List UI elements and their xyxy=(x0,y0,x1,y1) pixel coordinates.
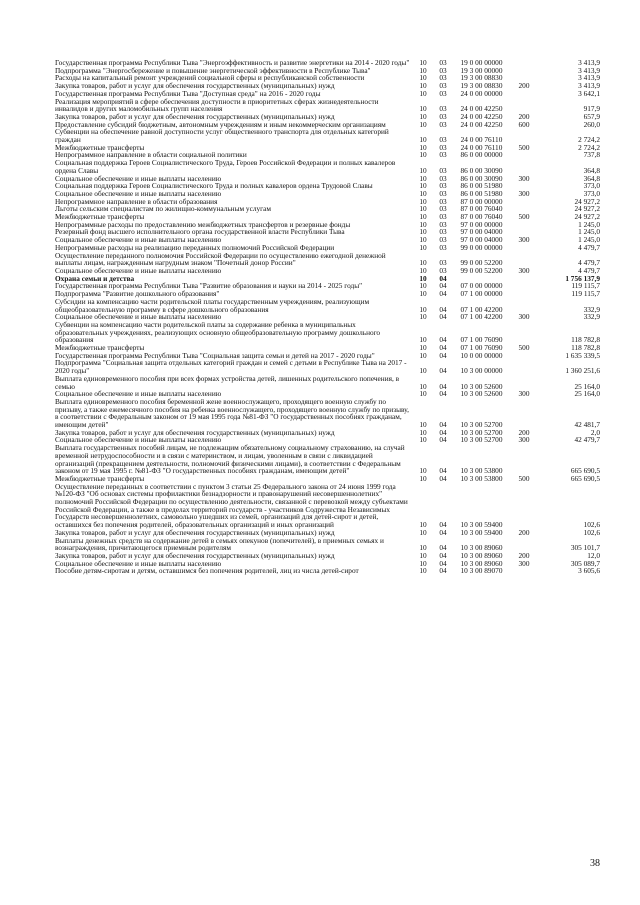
row-target-article: 86 0 00 30090 xyxy=(460,165,503,175)
row-target-article: 10 3 00 89070 xyxy=(460,566,503,576)
row-target-article: 97 0 00 00000 xyxy=(460,219,503,229)
row-amount: 4 479,7 xyxy=(578,258,600,268)
table-row xyxy=(55,267,600,275)
row-target-article: 07 1 00 76090 xyxy=(460,343,503,353)
row-name: Государственная программа Республики Тыва "Энергоэффективность и развитие энергетики на 2014 - 2020 годы" xyxy=(55,58,410,67)
row-section: 10 xyxy=(419,219,427,229)
row-amount: 305 101,7 xyxy=(570,543,600,553)
row-amount: 24 927,2 xyxy=(574,196,600,206)
row-section: 10 xyxy=(419,435,427,445)
row-amount: 332,9 xyxy=(583,304,600,314)
row-name: Социальное обеспечение и иные выплаты населению xyxy=(55,173,222,183)
row-section: 10 xyxy=(419,466,427,476)
row-expense-type xyxy=(509,59,539,67)
row-section: 10 xyxy=(419,81,427,91)
row-name: Выплата государственных пособий лицам, не подлежащим обязательному социальному страхованию, на случай временной нетрудоспособности и в связи с материнством, и лицам, уволенным в связи с ликвидацией организаций (прекращением деятельности, полномочий физическими лицами), в соответствии с Федеральным законом от 19 мая 1995 г. №81-ФЗ "О государственных пособиях гражданам, имеющим детей" xyxy=(55,443,405,476)
table-row xyxy=(55,567,600,575)
row-target-article: 19 3 00 00000 xyxy=(460,65,503,75)
row-amount: 3 642,1 xyxy=(578,88,600,98)
row-amount: 118 782,8 xyxy=(571,335,600,345)
row-section: 10 xyxy=(419,366,427,376)
row-target-article: 10 3 00 52700 xyxy=(460,435,503,445)
row-expense-type: 300 xyxy=(518,188,530,198)
row-subsection: 04 xyxy=(439,427,447,437)
row-expense-type: 300 xyxy=(518,435,530,445)
row-subsection: 03 xyxy=(439,196,447,206)
row-subsection: 04 xyxy=(439,566,447,576)
row-section: 10 xyxy=(419,258,427,268)
row-subsection: 03 xyxy=(439,188,447,198)
row-target-article: 87 0 00 76040 xyxy=(460,212,503,222)
row-name: Социальное обеспечение и иные выплаты населению xyxy=(55,435,222,445)
row-subsection: 04 xyxy=(439,558,447,568)
row-amount: 24 927,2 xyxy=(574,204,600,214)
row-name: Предоставление субсидий бюджетным, автономным учреждениям и иным некоммерческим организациям xyxy=(55,119,386,129)
row-expense-type xyxy=(509,90,539,98)
row-subsection: 04 xyxy=(439,389,447,399)
row-section: 10 xyxy=(419,104,427,114)
row-expense-type xyxy=(509,128,539,143)
row-amount: 1 245,0 xyxy=(578,219,600,229)
row-target-article: 10 3 00 89060 xyxy=(460,551,503,560)
row-target-article: 07 1 00 76090 xyxy=(460,335,503,345)
row-name: Непрограммное направление в области образования xyxy=(55,196,218,206)
row-expense-type: 300 xyxy=(518,173,530,183)
row-target-article: 86 0 00 00000 xyxy=(460,150,503,160)
row-name: Социальная поддержка Героев Социалистического Труда и полных кавалеров ордена Трудовой Славы xyxy=(55,181,373,191)
row-name: Закупка товаров, работ и услуг для обеспечения государственных (муниципальных) нужд xyxy=(55,427,335,437)
table-row xyxy=(55,359,600,374)
row-amount: 1 360 251,6 xyxy=(565,366,600,376)
row-subsection: 04 xyxy=(439,543,447,553)
row-target-article: 99 0 00 52200 xyxy=(460,258,503,268)
row-subsection: 03 xyxy=(439,150,447,160)
table-row xyxy=(55,298,600,313)
budget-document xyxy=(55,59,600,575)
row-section: 10 xyxy=(419,135,427,145)
row-subsection: 03 xyxy=(439,111,447,121)
row-section: 10 xyxy=(419,335,427,345)
row-subsection: 03 xyxy=(439,135,447,145)
row-target-article: 86 0 00 30090 xyxy=(460,173,503,183)
row-subsection: 03 xyxy=(439,142,447,152)
row-name: Закупка товаров, работ и услуг для обеспечения государственных (муниципальных) нужд xyxy=(55,111,335,121)
row-target-article: 19 3 00 08830 xyxy=(460,81,503,91)
row-section: 10 xyxy=(419,58,427,67)
row-target-article: 10 3 00 53800 xyxy=(460,466,503,476)
row-expense-type xyxy=(509,282,539,290)
row-name: Реализация мероприятий в сфере обеспечения доступности в приоритетных сферах жизнедеятельности инвалидов и других маломобильных групп населения xyxy=(55,96,379,114)
row-expense-type xyxy=(509,537,539,552)
row-section: 10 xyxy=(419,427,427,437)
row-amount: 305 089,7 xyxy=(570,558,600,568)
row-name: Непрограммные расходы на реализацию переданных полномочий Российской Федерации xyxy=(55,242,335,252)
row-expense-type: 200 xyxy=(518,527,530,537)
row-amount: 42 479,7 xyxy=(574,435,600,445)
row-subsection: 04 xyxy=(439,273,447,283)
row-name: Межбюджетные трансферты xyxy=(55,142,145,152)
row-amount: 3 413,9 xyxy=(578,58,600,67)
row-section: 10 xyxy=(419,73,427,83)
row-amount: 1 756 137,9 xyxy=(565,273,600,283)
row-amount: 118 782,8 xyxy=(571,343,600,353)
row-target-article: 99 0 00 00000 xyxy=(460,242,503,252)
row-target-article: 24 0 00 00000 xyxy=(460,88,503,98)
row-section: 10 xyxy=(419,304,427,314)
row-target-article: 10 0 00 00000 xyxy=(460,350,503,360)
row-section: 10 xyxy=(419,173,427,183)
row-amount: 260,0 xyxy=(583,119,600,129)
row-expense-type: 300 xyxy=(518,265,530,275)
row-amount: 3 413,9 xyxy=(578,81,600,91)
row-section: 10 xyxy=(419,281,427,291)
row-amount: 102,6 xyxy=(583,520,600,530)
row-section: 10 xyxy=(419,312,427,322)
row-target-article: 87 0 00 76040 xyxy=(460,204,503,214)
page-number: 38 xyxy=(590,858,600,869)
row-expense-type: 200 xyxy=(518,111,530,121)
row-amount: 3 413,9 xyxy=(578,73,600,83)
row-name: Осуществление переданного полномочия Российской Федерации по осуществлению ежегодной денежной выплаты лицам, награжденным нагрудным знаком "Почетный донор России" xyxy=(55,250,386,268)
row-name: Межбюджетные трансферты xyxy=(55,473,145,483)
row-section: 10 xyxy=(419,119,427,129)
row-section: 10 xyxy=(419,227,427,237)
row-target-article: 10 3 00 52700 xyxy=(460,427,503,437)
row-name: Льготы сельским специалистам по жилищно-коммунальным услугам xyxy=(55,204,271,214)
row-subsection: 04 xyxy=(439,381,447,391)
row-subsection: 03 xyxy=(439,119,447,129)
row-target-article: 24 0 00 76110 xyxy=(460,142,503,152)
row-section: 10 xyxy=(419,181,427,191)
row-section: 10 xyxy=(419,520,427,530)
row-expense-type xyxy=(509,352,539,360)
row-amount: 332,9 xyxy=(583,312,600,322)
table-row xyxy=(55,321,600,344)
row-amount: 373,0 xyxy=(583,188,600,198)
row-expense-type xyxy=(509,244,539,252)
row-target-article: 10 3 00 52600 xyxy=(460,389,503,399)
row-subsection: 04 xyxy=(439,281,447,291)
row-expense-type: 500 xyxy=(518,473,530,483)
row-subsection: 04 xyxy=(439,520,447,530)
row-expense-type: 300 xyxy=(518,558,530,568)
row-subsection: 03 xyxy=(439,81,447,91)
row-name: Расходы на капитальный ремонт учреждений социальной сферы и республиканской собственности xyxy=(55,73,365,83)
row-name: Закупка товаров, работ и услуг для обеспечения государственных (муниципальных) нужд xyxy=(55,551,335,560)
row-section: 10 xyxy=(419,566,427,576)
row-target-article: 07 1 00 42200 xyxy=(460,312,503,322)
row-subsection: 04 xyxy=(439,527,447,537)
row-section: 10 xyxy=(419,196,427,206)
row-section: 10 xyxy=(419,381,427,391)
row-section: 10 xyxy=(419,473,427,483)
row-subsection: 03 xyxy=(439,227,447,237)
row-target-article: 07 1 00 00000 xyxy=(460,289,503,299)
row-name: Социальное обеспечение и иные выплаты населению xyxy=(55,188,222,198)
row-expense-type xyxy=(509,275,539,283)
row-amount: 25 164,0 xyxy=(574,389,600,399)
row-name: Подпрограмма "Развитие дошкольного образования" xyxy=(55,289,220,299)
row-name: Закупка товаров, работ и услуг для обеспечения государственных (муниципальных) нужд xyxy=(55,527,335,537)
row-target-article: 10 3 00 89060 xyxy=(460,558,503,568)
row-amount: 1 635 339,5 xyxy=(565,350,600,360)
row-section: 10 xyxy=(419,204,427,214)
row-name: Государственная программа Республики Тыва "Социальная защита семьи и детей на 2017 - 2020 годы" xyxy=(55,350,375,360)
row-amount: 119 115,7 xyxy=(571,289,600,299)
row-section: 10 xyxy=(419,242,427,252)
row-expense-type xyxy=(509,359,539,374)
row-amount: 364,8 xyxy=(583,165,600,175)
row-amount: 657,9 xyxy=(583,111,600,121)
row-target-article: 87 0 00 00000 xyxy=(460,196,503,206)
row-target-article: 07 0 00 00000 xyxy=(460,281,503,291)
row-amount: 2,0 xyxy=(590,427,600,437)
row-section: 10 xyxy=(419,265,427,275)
row-name: Выплаты денежных средств на содержание детей в семьях опекунов (попечителей), в приемных семьях и вознаграждения, причитающегося приемным родителям xyxy=(55,535,384,553)
row-amount: 24 927,2 xyxy=(574,212,600,222)
row-subsection: 03 xyxy=(439,58,447,67)
row-target-article: 24 0 00 42250 xyxy=(460,111,503,121)
row-subsection: 03 xyxy=(439,104,447,114)
row-section: 10 xyxy=(419,165,427,175)
row-amount: 102,6 xyxy=(583,527,600,537)
row-section: 10 xyxy=(419,111,427,121)
row-section: 10 xyxy=(419,420,427,430)
row-section: 10 xyxy=(419,558,427,568)
row-name: Осуществление переданных в соответствии с пунктом 3 статьи 25 Федерального закона от 24 июня 1999 года №120-ФЗ "Об основах системы профилактики безнадзорности и правонарушений несовершеннолетних" полномочий Российской Федерации по осуществлению деятельности, связанной с перевозкой между субъектами Российской Федерации, а также в пределах территорий государств - участников Содружества Независимых Государств несовершеннолетних, самовольно ушедших из семей, организаций для детей-сирот и детей, оставшихся без попечения родителей, образовательных организаций и иных организаций xyxy=(55,481,408,530)
table-row xyxy=(55,375,600,390)
row-section: 10 xyxy=(419,273,427,283)
row-name: Межбюджетные трансферты xyxy=(55,212,145,222)
row-amount: 1 245,0 xyxy=(578,227,600,237)
row-subsection: 04 xyxy=(439,473,447,483)
row-amount: 12,0 xyxy=(587,551,600,560)
row-expense-type xyxy=(509,398,539,429)
row-expense-type: 300 xyxy=(518,312,530,322)
row-amount: 25 164,0 xyxy=(574,381,600,391)
table-row xyxy=(55,537,600,552)
row-section: 10 xyxy=(419,88,427,98)
row-subsection: 04 xyxy=(439,551,447,560)
row-name: Непрограммное направление в области социальной политики xyxy=(55,150,247,160)
row-name: Субсидии на компенсацию части родительской платы государственным учреждениям, реализующим общеобразовательную программу в сфере дошкольного образования xyxy=(55,296,370,314)
row-subsection: 03 xyxy=(439,265,447,275)
row-expense-type xyxy=(509,321,539,344)
row-expense-type xyxy=(509,67,539,75)
row-target-article: 10 3 00 59400 xyxy=(460,527,503,537)
row-name: Социальное обеспечение и иные выплаты населению xyxy=(55,389,222,399)
row-expense-type: 500 xyxy=(518,343,530,353)
row-name: Социальная поддержка Героев Социалистического Труда, Героев Российской Федерации и полных кавалеров ордена Славы xyxy=(55,158,396,175)
row-section: 10 xyxy=(419,235,427,245)
row-expense-type: 300 xyxy=(518,235,530,245)
row-target-article: 19 0 00 00000 xyxy=(460,58,503,67)
row-target-article: 99 0 00 52200 xyxy=(460,265,503,275)
row-expense-type: 300 xyxy=(518,389,530,399)
row-target-article: 19 3 00 08830 xyxy=(460,73,503,83)
row-subsection: 03 xyxy=(439,258,447,268)
row-section: 10 xyxy=(419,212,427,222)
row-name: Пособие детям-сиротам и детям, оставшимся без попечения родителей, лиц из числа детей-сирот xyxy=(55,566,359,576)
row-subsection: 03 xyxy=(439,204,447,214)
row-expense-type xyxy=(509,298,539,313)
row-section: 10 xyxy=(419,289,427,299)
row-section: 10 xyxy=(419,350,427,360)
table-row xyxy=(55,444,600,475)
row-subsection: 04 xyxy=(439,350,447,360)
row-section: 10 xyxy=(419,343,427,353)
row-amount: 3 413,9 xyxy=(578,65,600,75)
row-name: Государственная программа Республики Тыва "Доступная среда" на 2016 - 2020 годы xyxy=(55,88,321,98)
row-section: 10 xyxy=(419,551,427,560)
row-subsection: 04 xyxy=(439,343,447,353)
row-name: Социальное обеспечение и иные выплаты населению xyxy=(55,235,222,245)
table-row xyxy=(55,483,600,529)
row-amount: 119 115,7 xyxy=(571,281,600,291)
row-amount: 2 724,2 xyxy=(578,142,600,152)
row-amount: 3 605,6 xyxy=(578,566,600,576)
row-target-article: 10 3 00 59400 xyxy=(460,520,503,530)
row-name: Резервный фонд высшего исполнительного органа государственной власти Республики Тыва xyxy=(55,227,345,237)
row-target-article: 97 0 00 04000 xyxy=(460,235,503,245)
row-section: 10 xyxy=(419,389,427,399)
row-section: 10 xyxy=(419,543,427,553)
row-subsection: 03 xyxy=(439,219,447,229)
row-amount: 737,8 xyxy=(583,150,600,160)
table-row xyxy=(55,128,600,143)
row-expense-type: 200 xyxy=(518,81,530,91)
row-subsection: 03 xyxy=(439,73,447,83)
row-section: 10 xyxy=(419,527,427,537)
row-subsection: 03 xyxy=(439,88,447,98)
row-expense-type: 200 xyxy=(518,427,530,437)
row-section: 10 xyxy=(419,142,427,152)
row-subsection: 04 xyxy=(439,366,447,376)
row-subsection: 04 xyxy=(439,335,447,345)
row-target-article: 10 3 00 52700 xyxy=(460,420,503,430)
row-subsection: 03 xyxy=(439,212,447,222)
row-target-article: 10 3 00 89060 xyxy=(460,543,503,553)
row-expense-type: 500 xyxy=(518,212,530,222)
row-name: Непрограммные расходы по предоставлению межбюджетных трансфертов и резервные фонды xyxy=(55,219,351,229)
row-subsection: 04 xyxy=(439,435,447,445)
row-subsection: 03 xyxy=(439,165,447,175)
row-name: Социальное обеспечение и иные выплаты населению xyxy=(55,558,222,568)
row-subsection: 03 xyxy=(439,181,447,191)
table-row xyxy=(55,159,600,174)
row-target-article: 10 3 00 00000 xyxy=(460,366,503,376)
row-target-article: 24 0 00 76110 xyxy=(460,135,503,145)
row-subsection: 04 xyxy=(439,312,447,322)
row-name: Государственная программа Республики Тыва "Развитие образования и науки на 2014 - 2025 годы" xyxy=(55,281,363,291)
row-name: Межбюджетные трансферты xyxy=(55,343,145,353)
row-expense-type: 600 xyxy=(518,119,530,129)
row-name: Социальное обеспечение и иные выплаты населению xyxy=(55,312,222,322)
row-section: 10 xyxy=(419,65,427,75)
row-section: 10 xyxy=(419,188,427,198)
row-subsection: 03 xyxy=(439,235,447,245)
row-name: Выплата единовременного пособия беременной жене военнослужащего, проходящего военную службу по призыву, а также ежемесячного пособия на ребенка военнослужащего, проходящего военную службу по призыву, в соответствии с Федеральным законом от 19 мая 1995 года №81-ФЗ "О государственных пособиях гражданам, имеющим детей" xyxy=(55,396,409,430)
row-expense-type xyxy=(509,198,539,206)
row-subsection: 03 xyxy=(439,65,447,75)
row-expense-type xyxy=(509,290,539,298)
budget-table xyxy=(55,59,600,575)
row-amount: 4 479,7 xyxy=(578,242,600,252)
row-target-article: 10 3 00 53800 xyxy=(460,473,503,483)
row-expense-type xyxy=(509,252,539,267)
row-subsection: 03 xyxy=(439,242,447,252)
row-name: Подпрограмма "Энергосбережение и повышение энергетической эффективности в Республике Тыва" xyxy=(55,65,371,75)
row-expense-type xyxy=(509,444,539,475)
row-target-article: 86 0 00 51980 xyxy=(460,181,503,191)
row-target-article: 10 3 00 52600 xyxy=(460,381,503,391)
row-section: 10 xyxy=(419,150,427,160)
row-name: Выплата единовременного пособия при всех формах устройства детей, лишенных родительского попечения, в семью xyxy=(55,373,400,391)
row-expense-type xyxy=(509,567,539,575)
row-amount: 665 690,5 xyxy=(570,473,600,483)
row-subsection: 04 xyxy=(439,420,447,430)
row-expense-type: 500 xyxy=(518,142,530,152)
row-amount: 364,8 xyxy=(583,173,600,183)
row-name: Подпрограмма "Социальная защита отдельных категорий граждан и семей с детьми в Республике Тыва на 2017 - 2020 годы" xyxy=(55,358,407,376)
row-target-article: 24 0 00 42250 xyxy=(460,119,503,129)
row-amount: 1 245,0 xyxy=(578,235,600,245)
row-target-article: 24 0 00 42250 xyxy=(460,104,503,114)
row-amount: 2 724,2 xyxy=(578,135,600,145)
table-row xyxy=(55,252,600,267)
row-amount: 373,0 xyxy=(583,181,600,191)
row-expense-type: 200 xyxy=(518,551,530,560)
row-name: Закупка товаров, работ и услуг для обеспечения государственных (муниципальных) нужд xyxy=(55,81,335,91)
row-expense-type xyxy=(509,151,539,159)
row-subsection: 04 xyxy=(439,289,447,299)
row-name: Субвенции на компенсацию части родительской платы за содержание ребенка в муниципальных образовательных учреждениях, реализующих основную общеобразовательную программу дошкольного образования xyxy=(55,319,381,345)
row-target-article: 97 0 00 04000 xyxy=(460,227,503,237)
budget-table-body xyxy=(55,59,600,575)
row-amount: 4 479,7 xyxy=(578,265,600,275)
row-expense-type xyxy=(509,98,539,113)
row-expense-type xyxy=(509,221,539,229)
row-subsection: 04 xyxy=(439,304,447,314)
row-expense-type xyxy=(509,375,539,390)
row-target-article: 07 1 00 42200 xyxy=(460,304,503,314)
row-subsection: 04 xyxy=(439,466,447,476)
row-amount: 42 481,7 xyxy=(574,420,600,430)
row-name: Социальное обеспечение и иные выплаты населению xyxy=(55,265,222,275)
row-expense-type xyxy=(509,483,539,529)
table-row xyxy=(55,98,600,113)
row-name: Охрана семьи и детства xyxy=(55,273,135,283)
row-amount: 917,9 xyxy=(583,104,600,114)
row-name: Субвенции на обеспечение равной доступности услуг общественного транспорта для отдельных категорий граждан xyxy=(55,127,389,145)
row-target-article: 86 0 00 51980 xyxy=(460,188,503,198)
row-expense-type xyxy=(509,159,539,174)
row-amount: 665 690,5 xyxy=(570,466,600,476)
row-subsection: 03 xyxy=(439,173,447,183)
table-row xyxy=(55,398,600,429)
